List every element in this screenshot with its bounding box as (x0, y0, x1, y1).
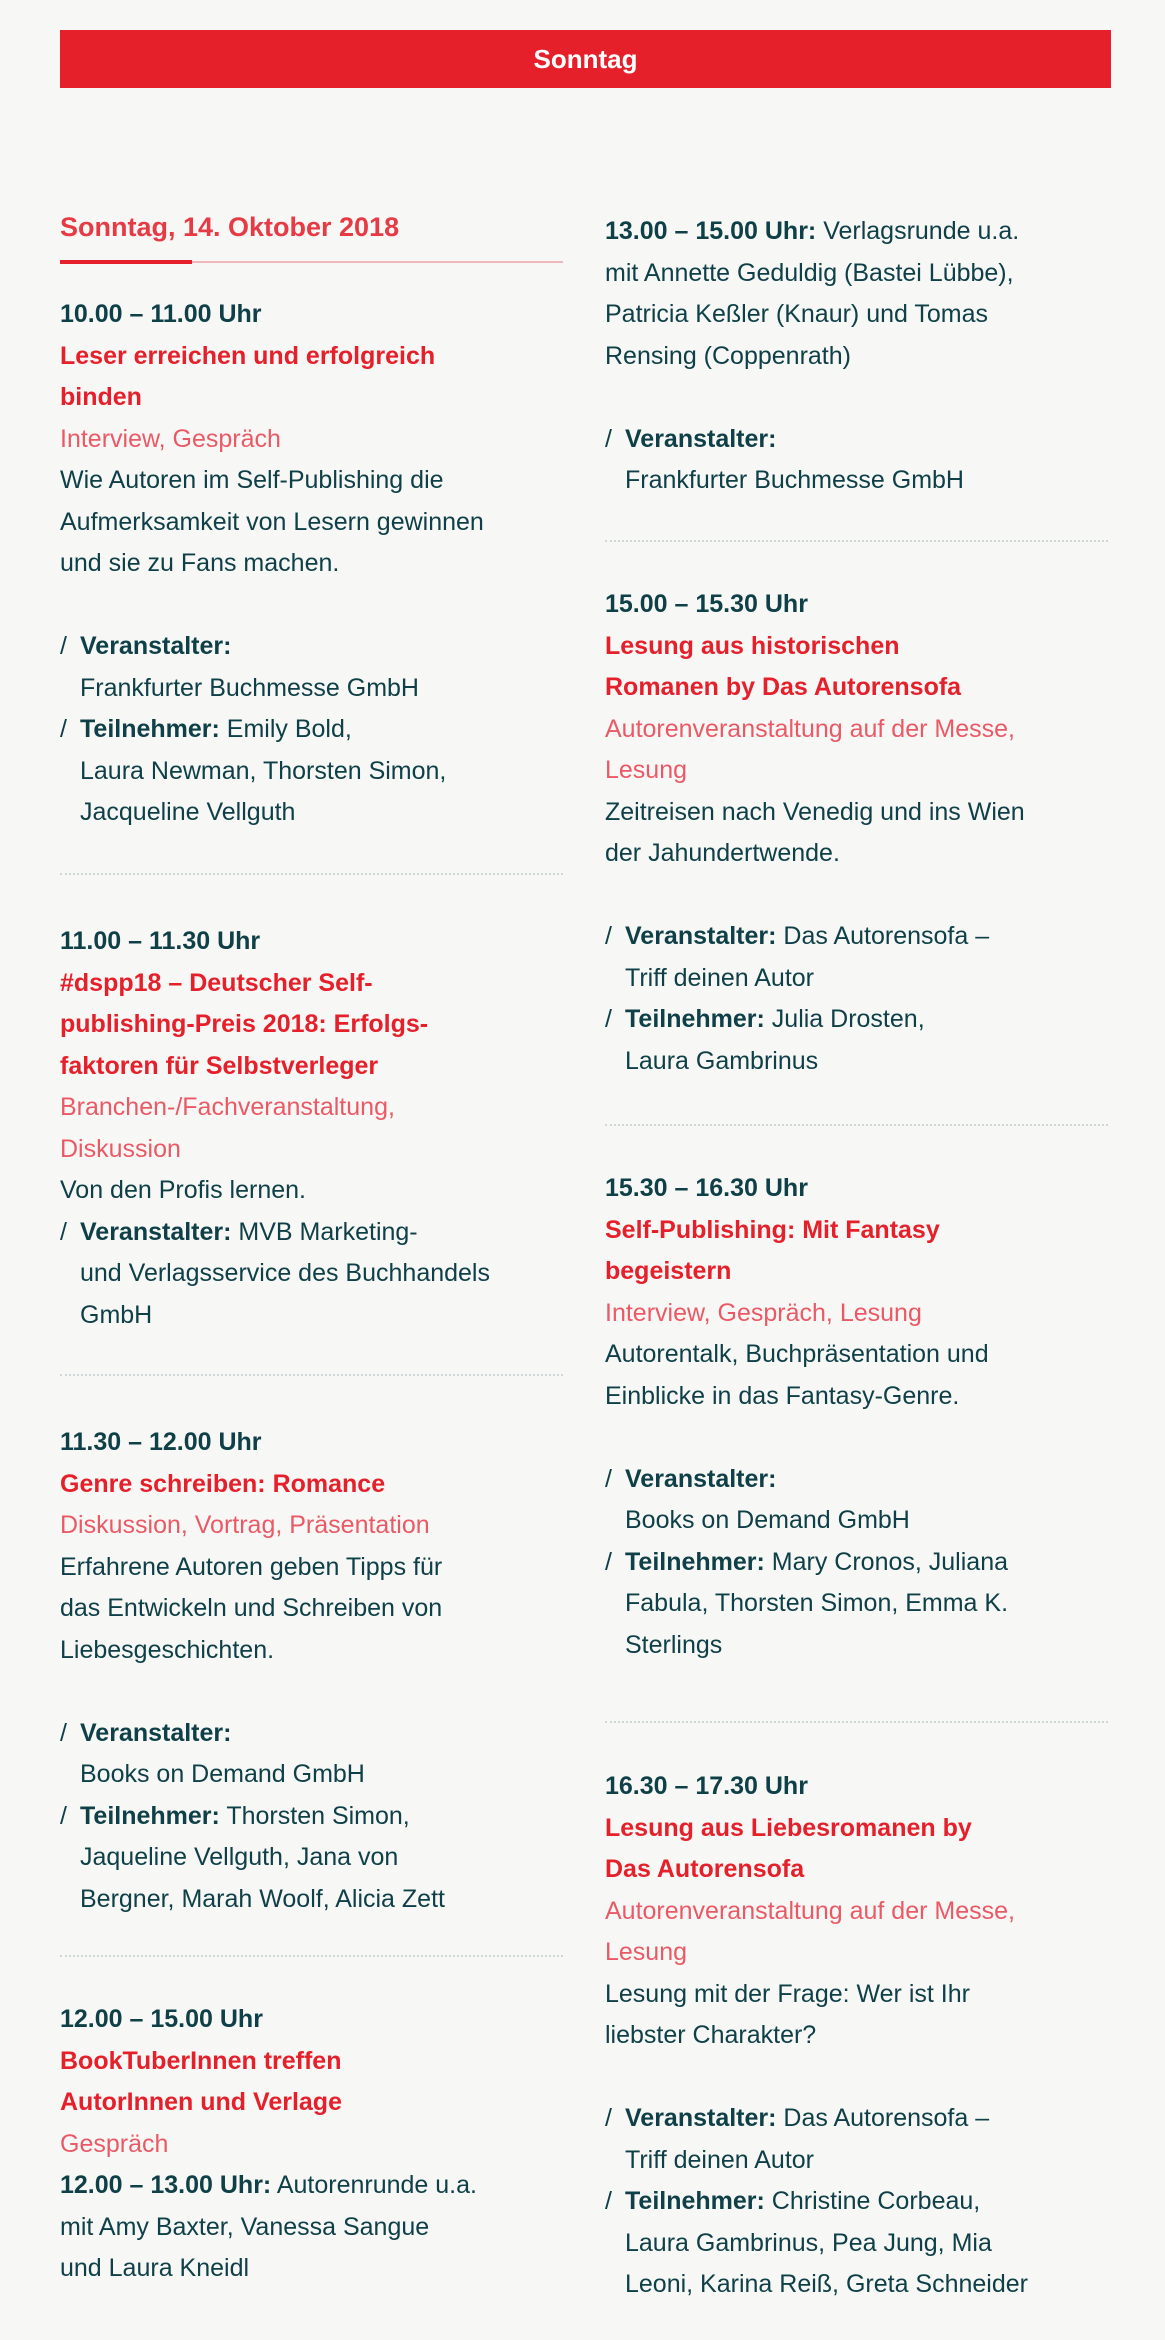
organizer (605, 2098, 1115, 2140)
organizer-value: Books on Demand GmbH (625, 1506, 910, 1534)
slash-marker: / (605, 1005, 612, 1033)
event-block (60, 294, 570, 834)
day-banner: Sonntag (60, 30, 1111, 88)
event-category: Autorenveranstaltung auf der Messe, (605, 1896, 1015, 1925)
slash-marker: / (605, 424, 612, 453)
participants-value: Leoni, Karina Reiß, Greta Schneider (625, 2270, 1028, 2298)
event-block (60, 921, 570, 1336)
event-title: publishing-Preis 2018: Erfolgs- (60, 1010, 429, 1038)
participants-value: Jacqueline Vellguth (80, 798, 296, 826)
event-separator (605, 1721, 1108, 1723)
participants-value: Laura Newman, Thorsten Simon, (80, 756, 447, 785)
slash-marker: / (60, 1217, 67, 1246)
slash-marker: / (60, 632, 67, 660)
event-separator (60, 1374, 563, 1376)
participants (60, 709, 570, 751)
event-category: Autorenveranstaltung auf der Messe, (605, 714, 1015, 743)
spacer (60, 585, 570, 627)
organizer-label: Veranstalter: (625, 2104, 777, 2132)
subsession-line (60, 2165, 570, 2207)
participants-value: Thorsten Simon, (219, 1801, 410, 1830)
organizer-label: Veranstalter: (80, 1217, 232, 1246)
event-description: der Jahundertwende. (605, 839, 840, 867)
slash-marker: / (605, 1464, 612, 1493)
subsession-text: mit Amy Baxter, Vanessa Sangue (60, 2212, 430, 2241)
event-separator (60, 873, 563, 875)
organizer-label: Veranstalter: (80, 632, 232, 660)
event-title: Romanen by Das Autorensofa (605, 673, 962, 701)
participants-value: Jaqueline Vellguth, Jana von (80, 1843, 399, 1871)
subsession-text: Autorenrunde u.a. (271, 2171, 477, 2199)
event-block (605, 584, 1115, 1082)
event-description: liebster Charakter? (605, 2021, 817, 2049)
event-category: Diskussion, Vortrag, Präsentation (60, 1511, 430, 1539)
subsession-text: Verlagsrunde u.a. (816, 217, 1020, 245)
organizer-label: Veranstalter: (625, 424, 777, 453)
event-time: 11.00 – 11.30 Uhr (60, 927, 261, 955)
event-description: Erfahrene Autoren geben Tipps für (60, 1552, 443, 1581)
organizer-value: GmbH (80, 1300, 153, 1329)
slash-marker: / (60, 715, 67, 743)
event-category: Interview, Gespräch (60, 424, 281, 453)
event-category: Branchen-/Fachveranstaltung, (60, 1093, 395, 1121)
participants-value: Laura Gambrinus, Pea Jung, Mia (625, 2228, 992, 2257)
spacer (605, 2057, 1115, 2099)
participants (605, 1542, 1115, 1584)
slash-marker: / (605, 1547, 612, 1576)
participants-value: Julia Drosten, (764, 1005, 925, 1033)
event-description: Wie Autoren im Self-Publishing die (60, 466, 444, 494)
organizer-value: und Verlagsservice des Buchhandels (80, 1259, 490, 1287)
event-block (605, 211, 1115, 502)
subsession-time: 12.00 – 13.00 Uhr: (60, 2171, 272, 2199)
organizer (605, 1459, 1115, 1501)
event-title: Self-Publishing: Mit Fantasy (605, 1215, 940, 1244)
spacer (60, 1671, 570, 1713)
event-title: begeistern (605, 1257, 732, 1285)
event-time: 10.00 – 11.00 Uhr (60, 300, 262, 328)
organizer-value: Triff deinen Autor (625, 963, 815, 992)
event-description: das Entwickeln und Schreiben von (60, 1594, 443, 1622)
event-description: Autorentalk, Buchpräsentation und (605, 1340, 989, 1368)
day-title-rule (60, 261, 563, 263)
slash-marker: / (605, 2187, 612, 2215)
event-title: faktoren für Selbstverleger (60, 1051, 379, 1080)
slash-marker: / (605, 2104, 612, 2132)
organizer-value: Frankfurter Buchmesse GmbH (625, 466, 964, 494)
event-block (605, 1168, 1115, 1666)
event-description: Zeitreisen nach Venedig und ins Wien (605, 797, 1025, 826)
spacer (605, 377, 1115, 419)
subsession-text: mit Annette Geduldig (Bastei Lübbe), (605, 258, 1014, 287)
spacer (605, 1417, 1115, 1459)
event-time: 12.00 – 15.00 Uhr (60, 2005, 263, 2033)
organizer (605, 916, 1115, 958)
event-title: Lesung aus Liebesromanen by (605, 1813, 972, 1842)
event-title: Genre schreiben: Romance (60, 1469, 386, 1498)
participants-value: Sterlings (625, 1630, 723, 1659)
event-block (605, 1766, 1115, 2306)
slash-marker: / (60, 1801, 67, 1830)
event-separator (60, 1955, 563, 1957)
day-title: Sonntag, 14. Oktober 2018 (60, 212, 400, 242)
participants-label: Teilnehmer: (625, 2187, 765, 2215)
subsession-text: Patricia Keßler (Knaur) und Tomas (605, 300, 989, 328)
slash-marker: / (605, 922, 612, 950)
participants-value: Bergner, Marah Woolf, Alicia Zett (80, 1884, 445, 1913)
spacer (605, 875, 1115, 917)
participants-label: Teilnehmer: (80, 1801, 220, 1830)
event-category: Lesung (605, 756, 688, 784)
event-time: 16.30 – 17.30 Uhr (605, 1772, 808, 1800)
event-description: Aufmerksamkeit von Lesern gewinnen (60, 507, 484, 536)
event-separator (605, 540, 1108, 542)
participants (605, 2181, 1115, 2223)
organizer-value: MVB Marketing- (231, 1217, 418, 1246)
subsession-text: und Laura Kneidl (60, 2254, 250, 2282)
organizer (60, 1212, 570, 1254)
organizer (60, 626, 570, 668)
event-title: BookTuberInnen treffen (60, 2046, 342, 2075)
event-title: AutorInnen und Verlage (60, 2088, 342, 2116)
event-title: Das Autorensofa (605, 1855, 805, 1883)
event-category: Interview, Gespräch, Lesung (605, 1298, 922, 1327)
event-category: Diskussion (60, 1134, 181, 1163)
organizer-value: Das Autorensofa – (776, 2104, 990, 2132)
slash-marker: / (60, 1718, 67, 1747)
event-title: Lesung aus historischen (605, 631, 900, 660)
event-separator (605, 1124, 1108, 1126)
organizer-label: Veranstalter: (625, 922, 777, 950)
event-description: Lesung mit der Frage: Wer ist Ihr (605, 1979, 970, 2008)
participants-value: Fabula, Thorsten Simon, Emma K. (625, 1589, 1009, 1617)
participants-label: Teilnehmer: (80, 715, 220, 743)
participants-value: Christine Corbeau, (764, 2187, 981, 2215)
organizer-value: Frankfurter Buchmesse GmbH (80, 673, 419, 702)
subsession-text: Rensing (Coppenrath) (605, 341, 851, 370)
event-title: binden (60, 383, 142, 411)
event-time: 15.30 – 16.30 Uhr (605, 1174, 808, 1202)
organizer-value: Das Autorensofa – (776, 922, 990, 950)
event-category: Gespräch (60, 2129, 169, 2158)
organizer (60, 1713, 570, 1755)
subsession-line (605, 211, 1115, 253)
event-title: #dspp18 – Deutscher Self- (60, 968, 373, 997)
event-time: 15.00 – 15.30 Uhr (605, 590, 808, 618)
event-time: 11.30 – 12.00 Uhr (60, 1428, 262, 1456)
participants-value: Mary Cronos, Juliana (764, 1547, 1008, 1576)
event-description: Liebesgeschichten. (60, 1635, 275, 1664)
organizer-label: Veranstalter: (625, 1464, 777, 1493)
participants (60, 1796, 570, 1838)
participants-value: Laura Gambrinus (625, 1046, 819, 1075)
event-description: Von den Profis lernen. (60, 1176, 306, 1204)
event-title: Leser erreichen und erfolgreich (60, 341, 436, 370)
organizer-label: Veranstalter: (80, 1718, 232, 1747)
event-description: Einblicke in das Fantasy-Genre. (605, 1381, 960, 1410)
organizer (605, 419, 1115, 461)
event-block (60, 1422, 570, 1920)
participants-label: Teilnehmer: (625, 1547, 765, 1576)
organizer-value: Books on Demand GmbH (80, 1760, 365, 1788)
organizer-value: Triff deinen Autor (625, 2145, 815, 2174)
participants-value: Emily Bold, (219, 715, 352, 743)
event-description: und sie zu Fans machen. (60, 549, 340, 577)
participants (605, 999, 1115, 1041)
participants-label: Teilnehmer: (625, 1005, 765, 1033)
subsession-time: 13.00 – 15.00 Uhr: (605, 217, 817, 245)
event-category: Lesung (605, 1938, 688, 1966)
event-block (60, 1999, 570, 2290)
